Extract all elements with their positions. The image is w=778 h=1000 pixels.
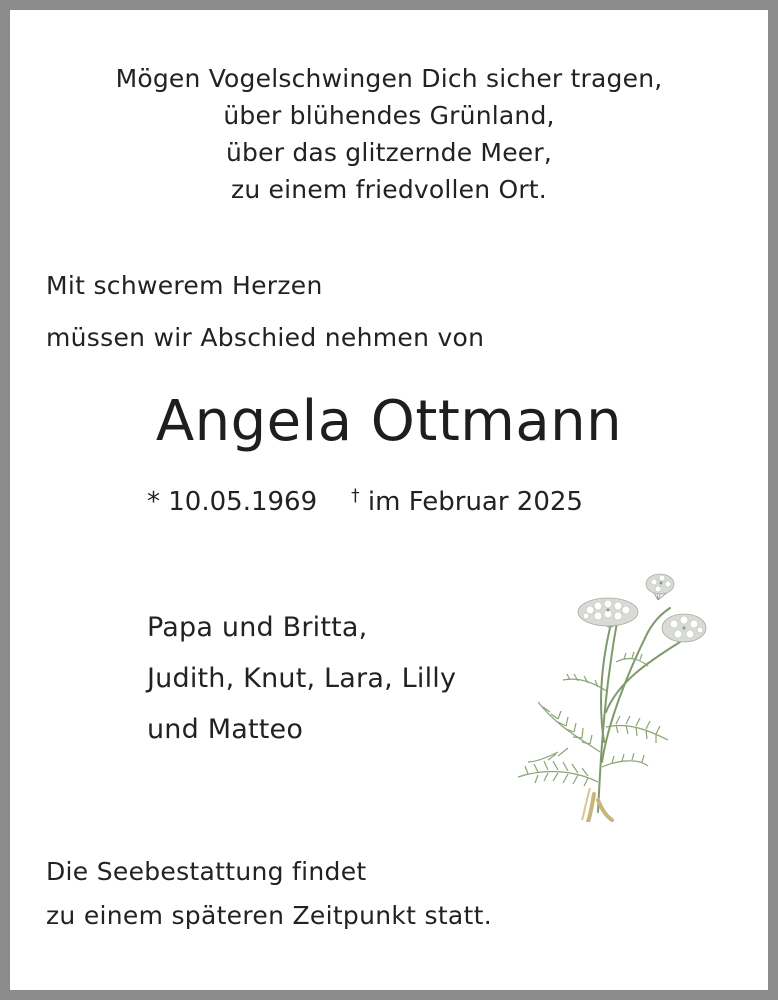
life-dates	[147, 476, 583, 522]
closing-line: Die Seebestattung findet	[46, 857, 367, 886]
deceased-name: Angela Ottmann	[155, 389, 623, 454]
cross-icon: †	[351, 486, 360, 506]
death-date: im Februar 2025	[367, 487, 583, 517]
obituary-card	[10, 10, 768, 990]
poem-line: über blühendes Grünland,	[223, 101, 555, 130]
family-line: und Matteo	[147, 714, 304, 745]
intro-line: müssen wir Abschied nehmen von	[46, 323, 485, 352]
intro-text	[46, 260, 484, 364]
poem-line: zu einem friedvollen Ort.	[231, 175, 547, 204]
wild-carrot-flower-icon	[498, 562, 708, 822]
poem-verse	[10, 60, 768, 208]
intro-line: Mit schwerem Herzen	[46, 271, 323, 300]
poem-line: Mögen Vogelschwingen Dich sicher tragen,	[115, 64, 663, 93]
closing-text	[46, 850, 492, 938]
closing-line: zu einem späteren Zeitpunkt statt.	[46, 901, 493, 930]
birth-date: * 10.05.1969	[147, 487, 318, 517]
family-signature	[147, 602, 456, 755]
family-line: Papa und Britta,	[147, 612, 368, 643]
family-line: Judith, Knut, Lara, Lilly	[147, 663, 457, 694]
poem-line: über das glitzernde Meer,	[226, 138, 552, 167]
